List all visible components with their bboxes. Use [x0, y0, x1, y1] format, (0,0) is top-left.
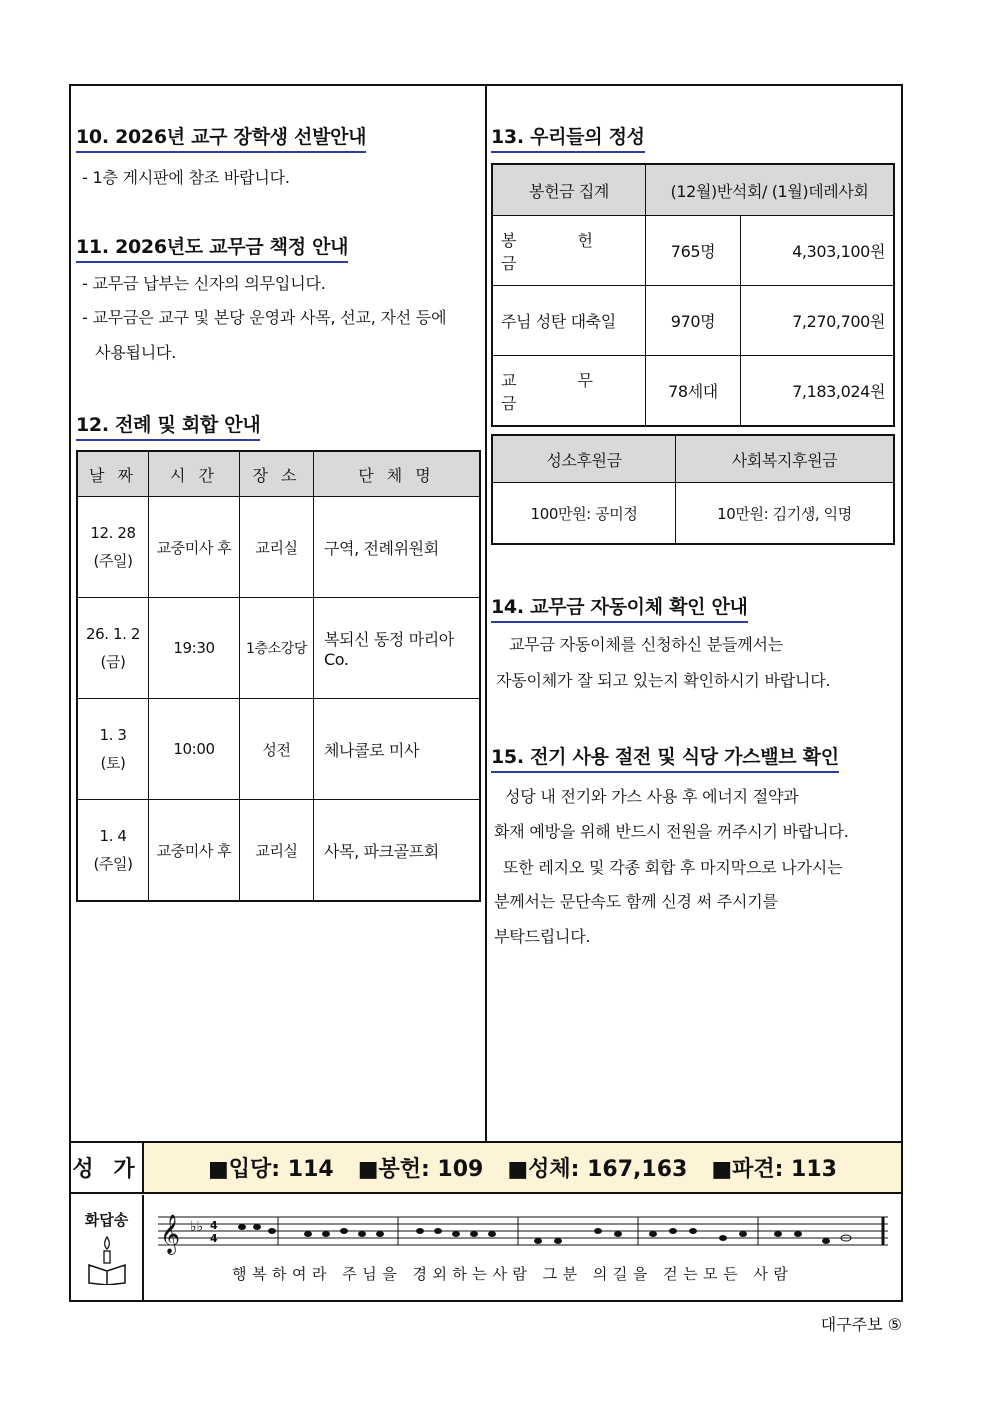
group-name: 구역, 전례위원회 [314, 497, 481, 598]
col-header: 시 간 [149, 451, 240, 497]
offering-amount: 7,183,024원 [741, 356, 895, 427]
section-11-line: - 교무금은 교구 및 본당 운영과 사목, 선교, 자선 등에 [82, 308, 447, 327]
offering-table [491, 163, 895, 427]
offering-amount: 4,303,100원 [741, 216, 895, 286]
svg-text:♭♭: ♭♭ [190, 1219, 204, 1235]
sponsorship-value: 10만원: 김기생, 익명 [676, 483, 895, 545]
response-label: 화답송 [84, 1211, 129, 1229]
section-13-title: 13. 우리들의 정성 [491, 122, 645, 153]
offering-count: 765명 [646, 216, 741, 286]
section-12-title: 12. 전례 및 회합 안내 [76, 410, 260, 441]
hymn-divider-bottom [69, 1192, 903, 1194]
weekday: (주일) [93, 551, 133, 570]
group-name: 체나콜로 미사 [314, 699, 481, 800]
column-divider [485, 84, 487, 1142]
group-name: 복되신 동정 마리아 Co. [314, 598, 481, 699]
offering-amount: 7,270,700원 [741, 286, 895, 356]
section-11-line: 사용됩니다. [95, 343, 177, 362]
section-11-title: 11. 2026년도 교무금 책정 안내 [76, 232, 348, 263]
hymn-numbers [144, 1143, 901, 1192]
section-11-line: - 교무금 납부는 신자의 의무입니다. [82, 274, 326, 293]
page-footer: 대구주보 ⑤ [820, 1315, 902, 1334]
group-name: 사목, 파크골프회 [314, 800, 481, 902]
table-row [77, 497, 480, 598]
section-15-line: 분께서는 문단속도 함께 신경 써 주시기를 [494, 892, 778, 911]
place: 교리실 [240, 497, 314, 598]
date: 26. 1. 2 [85, 624, 141, 643]
offering-header: (12월)반석회/ (1월)데레사회 [646, 164, 895, 216]
col-header: 날 짜 [77, 451, 149, 497]
section-15-line: 부탁드립니다. [494, 927, 591, 946]
offering-count: 78세대 [646, 356, 741, 427]
section-15-title: 15. 전기 사용 절전 및 식당 가스밸브 확인 [491, 742, 839, 773]
section-15-line: 성당 내 전기와 가스 사용 후 에너지 절약과 [505, 787, 799, 806]
section-15-line: 또한 레지오 및 각종 회합 후 마지막으로 나가시는 [503, 858, 843, 877]
hymn-communion: ■성체: 167,163 [507, 1157, 688, 1182]
hymn-offertory: ■봉헌: 109 [357, 1157, 484, 1182]
section-14-line: 자동이체가 잘 되고 있는지 확인하시기 바랍니다. [496, 671, 831, 690]
response-lyrics: 행복하여라 주님을 경외하는사람 그분 의길을 걷는모든 사람 [232, 1265, 794, 1283]
hymn-label: 성 가 [71, 1143, 144, 1192]
sponsorship-header: 성소후원금 [492, 435, 676, 483]
place: 1층소강당 [240, 598, 314, 699]
section-15-line: 화재 예방을 위해 반드시 전원을 꺼주시기 바랍니다. [494, 822, 849, 841]
offering-label: 주님 성탄 대축일 [492, 286, 646, 356]
offering-count: 970명 [646, 286, 741, 356]
col-header: 장 소 [240, 451, 314, 497]
time: 교중미사 후 [149, 800, 240, 902]
weekday: (토) [100, 753, 126, 772]
hymn-recessional: ■파견: 113 [711, 1157, 837, 1182]
table-row [77, 699, 480, 800]
svg-text:𝄞: 𝄞 [160, 1214, 181, 1254]
section-14-line: 교무금 자동이체를 신청하신 분들께서는 [509, 635, 784, 654]
offering-label: 봉 헌 금 [492, 216, 646, 286]
response-label-cell [71, 1195, 144, 1300]
section-14-title: 14. 교무금 자동이체 확인 안내 [491, 592, 748, 623]
table-row [77, 598, 480, 699]
place: 교리실 [240, 800, 314, 902]
table-row [492, 216, 894, 286]
date: 1. 3 [99, 725, 127, 744]
table-row [492, 286, 894, 356]
offering-label: 교 무 금 [492, 356, 646, 427]
sponsorship-table [491, 434, 895, 545]
table-row [492, 356, 894, 427]
section-10-line: - 1층 게시판에 참조 바랍니다. [82, 168, 290, 187]
hymn-entrance: ■입당: 114 [208, 1157, 334, 1182]
section-10-title: 10. 2026년 교구 장학생 선발안내 [76, 122, 366, 153]
schedule-table [76, 450, 481, 902]
weekday: (금) [100, 652, 126, 671]
time: 교중미사 후 [149, 497, 240, 598]
music-staff [158, 1205, 893, 1257]
time: 19:30 [149, 598, 240, 699]
table-row [77, 800, 480, 902]
candle-book-icon [87, 1233, 127, 1285]
col-header: 단 체 명 [314, 451, 481, 497]
date: 12. 28 [90, 523, 136, 542]
sponsorship-header: 사회복지후원금 [676, 435, 895, 483]
date: 1. 4 [99, 826, 127, 845]
weekday: (주일) [93, 854, 133, 873]
time: 10:00 [149, 699, 240, 800]
table-row [492, 483, 894, 545]
sponsorship-value: 100만원: 공미정 [492, 483, 676, 545]
svg-text:4: 4 [210, 1232, 218, 1245]
offering-header: 봉헌금 집계 [492, 164, 646, 216]
place: 성전 [240, 699, 314, 800]
svg-text:4: 4 [210, 1219, 218, 1232]
